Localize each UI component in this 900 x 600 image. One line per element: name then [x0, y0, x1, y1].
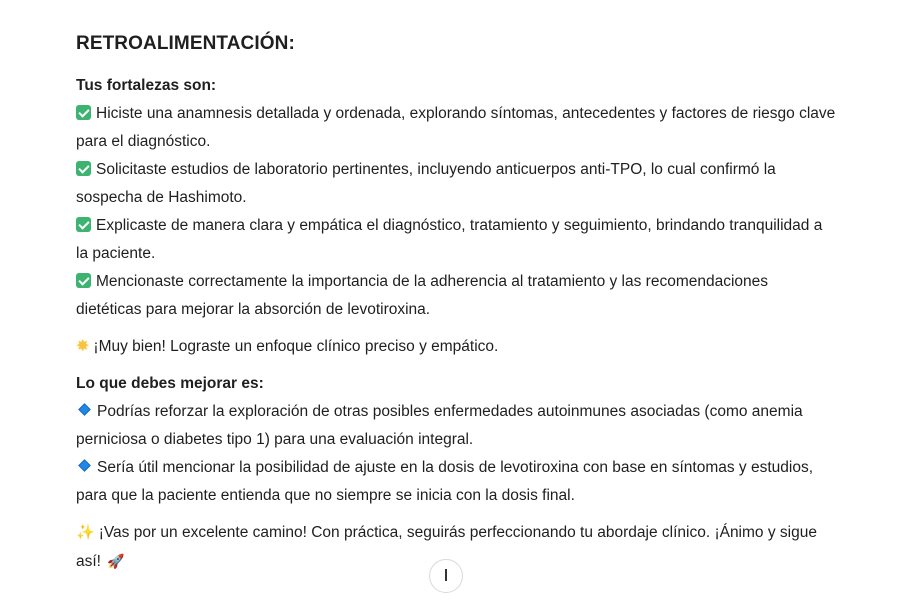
check-mark-icon — [76, 161, 91, 176]
strengths-list — [76, 100, 836, 324]
blue-diamond-icon — [78, 459, 91, 472]
strength-item — [76, 212, 836, 268]
improvement-item — [76, 454, 836, 510]
check-mark-icon — [76, 217, 91, 232]
closing-text: ¡Vas por un excelente camino! Con práctica, seguirás perfeccionando tu abordaje clínico. ¡Ánimo y sigue así! — [76, 524, 817, 570]
rocket-icon: 🚀 — [107, 553, 125, 569]
strength-item — [76, 156, 836, 212]
glowing-star-icon: ✸ — [76, 338, 90, 355]
check-mark-icon — [76, 105, 91, 120]
improvement-text: Sería útil mencionar la posibilidad de ajuste en la dosis de levotiroxina con base en síntomas y estudios, para que la paciente entienda que no siempre se inicia con la dosis final. — [76, 459, 813, 504]
strengths-heading: Tus fortalezas son: — [76, 77, 217, 94]
down-arrow-icon — [445, 569, 447, 581]
praise-text: ¡Muy bien! Lograste un enfoque clínico preciso y empático. — [93, 338, 499, 355]
strength-item — [76, 100, 836, 156]
scroll-down-button[interactable] — [429, 559, 463, 593]
feedback-title: RETROALIMENTACIÓN: — [76, 33, 295, 54]
improvements-list — [76, 398, 836, 510]
feedback-message — [76, 33, 836, 576]
improvement-text: Podrías reforzar la exploración de otras posibles enfermedades autoinmunes asociadas (como anemia perniciosa o diabetes tipo 1) para una evaluación integral. — [76, 403, 803, 448]
improvement-item — [76, 398, 836, 454]
praise-line — [76, 333, 836, 361]
strength-item — [76, 268, 836, 324]
blue-diamond-icon — [78, 403, 91, 416]
strength-text: Hiciste una anamnesis detallada y ordenada, explorando síntomas, antecedentes y factores de riesgo clave para el diagnóstico. — [76, 105, 836, 150]
strength-text: Solicitaste estudios de laboratorio pertinentes, incluyendo anticuerpos anti-TPO, lo cual confirmó la sospecha de Hashimoto. — [76, 161, 776, 206]
check-mark-icon — [76, 273, 91, 288]
strength-text: Mencionaste correctamente la importancia de la adherencia al tratamiento y las recomendaciones dietéticas para mejorar la absorción de levotiroxina. — [76, 273, 769, 318]
strength-text: Explicaste de manera clara y empática el diagnóstico, tratamiento y seguimiento, brindando tranquilidad a la paciente. — [76, 217, 823, 262]
improvements-heading: Lo que debes mejorar es: — [76, 375, 264, 392]
sparkles-icon: ✨ — [76, 524, 95, 541]
